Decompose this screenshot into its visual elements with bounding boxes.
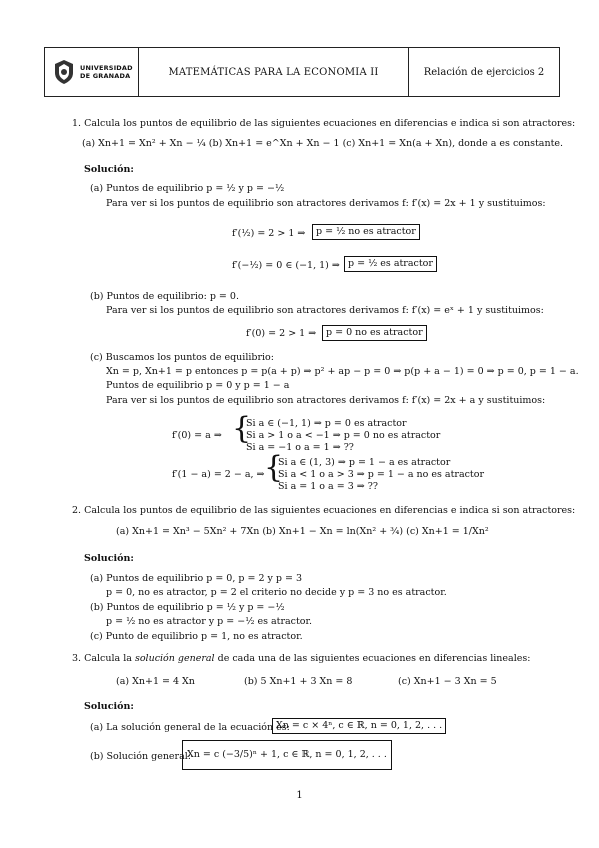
sheet-title: Relación de ejercicios 2 (423, 66, 545, 78)
course-title: MATEMÁTICAS PARA LA ECONOMIA II (139, 48, 409, 96)
ex3-b-box: Xn = c (−3/5)ⁿ + 1, c ∈ ℝ, n = 0, 1, 2, . . . (182, 740, 392, 770)
university-name-line2: DE GRANADA (80, 72, 131, 80)
ex2-solution-title: Solución: (84, 553, 134, 564)
ex3-solution-title: Solución: (84, 701, 134, 712)
ex3-a-box: Xn = c × 4ⁿ, c ∈ ℝ, n = 0, 1, 2, . . . (272, 718, 446, 734)
left-brace-icon: { (232, 411, 252, 446)
ex1-b-line2: Para ver si los puntos de equilibrio son atractores derivamos f: f′(x) = eˣ + 1 y sustituimos: (106, 305, 544, 316)
ex3-statement (72, 653, 530, 665)
ex1-equations: (a) Xn+1 = Xn² + Xn − ¼ (b) Xn+1 = e^Xn + Xn − 1 (c) Xn+1 = Xn(a + Xn), donde a es constante. (82, 138, 564, 149)
ex1-c-deriv2: f′(1 − a) = 2 − a, ⇒ (172, 469, 265, 480)
ex1-c-deriv1: f′(0) = a ⇒ (172, 430, 222, 441)
ex2-c-line1: (c) Punto de equilibrio p = 1, no es atractor. (90, 631, 303, 642)
ex2-a-line2: p = 0, no es atractor, p = 2 el criterio no decide y p = 3 no es atractor. (106, 587, 447, 598)
ex1-c-case6: Si a = 1 o a = 3 ⇒ ?? (278, 481, 378, 492)
ex1-c-line1: (c) Buscamos los puntos de equilibrio: (90, 352, 274, 363)
ex3-statement-pre: 3. Calcula la (72, 653, 135, 664)
ex2-b-line2: p = ½ no es atractor y p = −½ es atractor. (106, 616, 313, 627)
ex1-c-case4: Si a ∈ (1, 3) ⇒ p = 1 − a es atractor (278, 457, 451, 468)
ex1-c-case3: Si a = −1 o a = 1 ⇒ ?? (246, 442, 354, 453)
page-header (44, 47, 560, 97)
ex1-a-deriv1: f′(½) = 2 > 1 ⇒ (232, 228, 306, 239)
ex3-eq-a: (a) Xn+1 = 4 Xn (116, 676, 195, 687)
ex1-c-case1: Si a ∈ (−1, 1) ⇒ p = 0 es atractor (246, 418, 407, 429)
university-name-line1: UNIVERSIDAD (80, 64, 133, 72)
ex1-c-line3: Puntos de equilibrio p = 0 y p = 1 − a (106, 380, 290, 391)
ex1-a-deriv2: f′(−½) = 0 ∈ (−1, 1) ⇒ (232, 260, 340, 271)
ex1-b-result-box: p = 0 no es atractor (322, 325, 427, 341)
university-logo (45, 48, 139, 96)
ex3-b-label: (b) Solución general: (90, 751, 192, 762)
crest-icon (53, 59, 75, 85)
ex3-statement-italic: solución general (134, 653, 215, 664)
ex1-a-line2: Para ver si los puntos de equilibrio son atractores derivamos f: f′(x) = 2x + 1 y sustituimos: (106, 198, 546, 209)
page-number: 1 (296, 790, 303, 801)
ex1-b-deriv: f′(0) = 2 > 1 ⇒ (246, 328, 317, 339)
ex1-c-case2: Si a > 1 o a < −1 ⇒ p = 0 no es atractor (246, 430, 441, 441)
ex1-a-line1: (a) Puntos de equilibrio p = ½ y p = −½ (90, 183, 285, 194)
ex2-a-line1: (a) Puntos de equilibrio p = 0, p = 2 y p = 3 (90, 573, 303, 584)
left-brace-icon: { (264, 450, 284, 485)
ex1-c-case5: Si a < 1 o a > 3 ⇒ p = 1 − a no es atractor (278, 469, 485, 480)
ex2-b-line1: (b) Puntos de equilibrio p = ½ y p = −½ (90, 602, 285, 613)
ex1-c-line2: Xn = p, Xn+1 = p entonces p = p(a + p) ⇒ p² + ap − p = 0 ⇒ p(p + a − 1) = 0 ⇒ p = 0, p = 1 − a. (106, 366, 579, 377)
ex2-statement: 2. Calcula los puntos de equilibrio de las siguientes ecuaciones en diferencias e indica si son atractores: (72, 505, 576, 516)
ex1-c-line4: Para ver si los puntos de equilibrio son atractores derivamos f: f′(x) = 2x + a y sustituimos: (106, 395, 546, 406)
ex1-a-result2-box: p = ½ es atractor (344, 256, 437, 272)
ex1-a-result1-box: p = ½ no es atractor (312, 224, 420, 240)
ex3-statement-post: de cada una de las siguientes ecuaciones en diferencias lineales: (214, 653, 531, 664)
ex3-eq-b: (b) 5 Xn+1 + 3 Xn = 8 (244, 676, 353, 687)
ex1-solution-title: Solución: (84, 164, 134, 175)
ex1-statement: 1. Calcula los puntos de equilibrio de las siguientes ecuaciones en diferencias e indica si son atractores: (72, 118, 576, 129)
ex3-eq-c: (c) Xn+1 − 3 Xn = 5 (398, 676, 497, 687)
ex2-equations: (a) Xn+1 = Xn³ − 5Xn² + 7Xn (b) Xn+1 − Xn = ln(Xn² + ¾) (c) Xn+1 = 1/Xn² (116, 526, 489, 537)
ex1-b-line1: (b) Puntos de equilibrio: p = 0. (90, 291, 239, 302)
ex3-a-label: (a) La solución general de la ecuación es: (90, 722, 290, 733)
